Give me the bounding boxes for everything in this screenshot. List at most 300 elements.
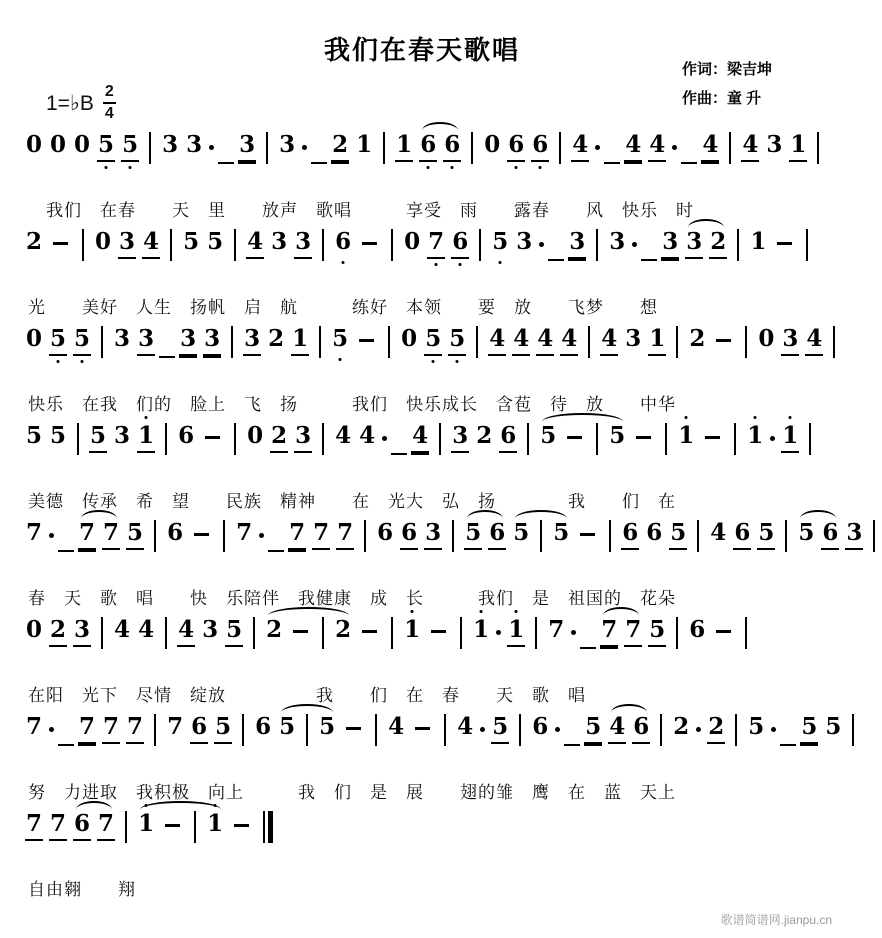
barline	[540, 520, 542, 552]
notation-line	[22, 215, 830, 287]
octave-dot-low	[342, 261, 345, 264]
rest: 0	[247, 422, 264, 450]
barline	[101, 326, 103, 358]
note: 5	[89, 423, 107, 452]
note: 6	[646, 519, 663, 547]
beam	[604, 136, 620, 164]
note: 6	[507, 132, 525, 161]
note: 3	[661, 229, 679, 258]
note: 1	[789, 132, 807, 161]
note: 3	[137, 326, 155, 355]
key-signature: 1=♭B	[46, 91, 94, 115]
score	[22, 118, 863, 899]
octave-dot-high	[789, 416, 792, 419]
note: 5	[279, 713, 296, 741]
octave-dot-high	[480, 610, 483, 613]
note: 7	[167, 713, 184, 741]
lyricist-credit: 作词：梁吉坤	[681, 61, 772, 78]
note: 5	[825, 713, 842, 741]
note: 5	[648, 617, 666, 646]
beam	[564, 718, 580, 746]
barline	[223, 520, 225, 552]
note: 6	[632, 714, 650, 743]
duration-dot	[496, 630, 501, 635]
note: 3	[203, 326, 221, 355]
barline	[817, 132, 819, 164]
beam	[218, 136, 234, 164]
dash	[580, 533, 595, 536]
octave-dot-low	[105, 166, 108, 169]
note: 5	[424, 326, 442, 355]
note: 5	[331, 326, 349, 353]
note: 1	[507, 617, 525, 646]
note: 6	[621, 520, 639, 549]
note: 5	[553, 519, 570, 547]
time-denominator: 4	[104, 105, 114, 122]
note: 7	[288, 520, 306, 549]
note: 3	[294, 423, 312, 452]
composer-credit: 作曲：童 升	[681, 89, 762, 107]
barline	[833, 326, 835, 358]
note: 5	[757, 520, 775, 549]
barline	[852, 714, 854, 746]
dash	[716, 339, 731, 342]
note: 6	[733, 520, 751, 549]
notation-line	[22, 603, 830, 675]
octave-dot-high	[515, 610, 518, 613]
note: 5	[748, 713, 765, 741]
dash	[636, 436, 651, 439]
lyrics-line: 春 天 歌 唱 快 乐陪伴 我健康 成 长 我们 是 祖国的 花朵	[28, 589, 676, 608]
duration-dot	[555, 727, 560, 732]
duration-dot	[770, 436, 775, 441]
duration-dot	[480, 727, 485, 732]
slur-arc	[800, 510, 837, 521]
note: 6	[689, 616, 706, 644]
note: 5	[464, 520, 482, 549]
note: 4	[710, 519, 727, 547]
duration-dot	[49, 727, 54, 732]
note: 7	[312, 520, 330, 549]
notation-line	[22, 312, 830, 384]
barline	[527, 423, 529, 455]
barline	[322, 229, 324, 261]
note: 4	[571, 132, 589, 161]
note: 4	[359, 422, 376, 450]
barline	[154, 520, 156, 552]
system	[22, 797, 830, 899]
note: 4	[142, 229, 160, 258]
note: 5	[800, 714, 818, 743]
duration-dot	[49, 533, 54, 538]
rest: 0	[95, 228, 112, 256]
beam	[268, 524, 284, 552]
lyrics-line: 在阳 光下 尽情 绽放 我 们 在 春 天 歌 唱	[28, 686, 586, 705]
octave-dot-low	[435, 263, 438, 266]
note: 2	[709, 229, 727, 258]
note: 3	[781, 326, 799, 355]
barline	[234, 423, 236, 455]
note: 4	[457, 713, 474, 741]
note: 6	[488, 520, 506, 549]
dash	[194, 533, 209, 536]
note: 6	[73, 811, 91, 840]
barline	[391, 617, 393, 649]
barline	[154, 714, 156, 746]
beam	[311, 136, 327, 164]
barline	[737, 229, 739, 261]
note: 1	[395, 132, 413, 161]
note: 6	[334, 229, 352, 256]
barline	[444, 714, 446, 746]
barline	[165, 617, 167, 649]
barline	[266, 132, 268, 164]
note: 2	[476, 422, 493, 450]
note: 7	[548, 616, 565, 644]
note: 7	[427, 229, 445, 258]
barline	[460, 617, 462, 649]
barline	[588, 326, 590, 358]
note: 7	[49, 811, 67, 840]
beam	[681, 136, 697, 164]
slur-arc	[422, 122, 459, 133]
credits-block	[682, 56, 772, 113]
lyrics-line: 我们 在春 天 里 放声 歌唱 享受 雨 露春 风 快乐 时	[28, 201, 694, 220]
system	[22, 700, 842, 802]
barline	[729, 132, 731, 164]
duration-dot	[382, 436, 387, 441]
note: 7	[336, 520, 354, 549]
barline	[479, 229, 481, 261]
note: 7	[126, 714, 144, 743]
lyrics-line: 美德 传承 希 望 民族 精神 在 光大 弘 扬 我 们 在	[28, 492, 676, 511]
note: 4	[608, 714, 626, 743]
note: 5	[669, 520, 687, 549]
barline	[234, 229, 236, 261]
note: 1	[356, 131, 373, 159]
note: 3	[685, 229, 703, 258]
note: 5	[49, 326, 67, 355]
note: 6	[377, 519, 394, 547]
note: 6	[419, 132, 437, 161]
note: 2	[26, 228, 43, 256]
barline	[676, 617, 678, 649]
barline	[806, 229, 808, 261]
notation-line	[22, 506, 863, 578]
note: 3	[766, 131, 783, 159]
octave-dot-high	[754, 416, 757, 419]
barline	[596, 229, 598, 261]
barline	[609, 520, 611, 552]
duration-dot	[571, 630, 576, 635]
note: 5	[491, 229, 509, 256]
note: 5	[26, 422, 43, 450]
note: 7	[236, 519, 253, 547]
note: 1	[750, 228, 767, 256]
note: 3	[162, 131, 179, 159]
note: 1	[291, 326, 309, 355]
note: 7	[600, 617, 618, 646]
note: 1	[206, 811, 224, 838]
lyrics-line: 自由翱 翔	[28, 880, 136, 899]
note: 2	[268, 325, 285, 353]
barline	[391, 229, 393, 261]
barline	[194, 811, 196, 843]
note: 7	[25, 811, 43, 840]
barline	[452, 520, 454, 552]
note: 4	[624, 132, 642, 161]
octave-dot-low	[129, 166, 132, 169]
note: 6	[499, 423, 517, 452]
rest: 0	[758, 325, 775, 353]
barline	[745, 326, 747, 358]
barline	[665, 423, 667, 455]
barline	[364, 520, 366, 552]
note: 6	[443, 132, 461, 161]
barline	[809, 423, 811, 455]
note: 4	[114, 616, 131, 644]
barline	[231, 326, 233, 358]
note: 4	[536, 326, 554, 355]
watermark: 歌谱简谱网.jianpu.cn	[720, 913, 832, 927]
time-numerator: 2	[104, 83, 114, 100]
notation-line	[22, 797, 830, 869]
beam	[580, 621, 596, 649]
octave-dot-high	[145, 416, 148, 419]
dash	[716, 630, 731, 633]
note: 1	[472, 617, 490, 644]
barline	[253, 617, 255, 649]
slur-arc	[603, 607, 640, 618]
barline	[519, 714, 521, 746]
slur-arc	[281, 704, 334, 715]
barline	[125, 811, 127, 843]
note: 7	[26, 713, 43, 741]
barline	[535, 617, 537, 649]
note: 4	[805, 326, 823, 355]
barline	[149, 132, 151, 164]
barline	[306, 714, 308, 746]
octave-dot-low	[539, 166, 542, 169]
rest: 0	[26, 616, 43, 644]
slur-arc	[140, 801, 222, 812]
barline	[471, 132, 473, 164]
note: 6	[255, 713, 272, 741]
dash	[53, 242, 68, 245]
note: 3	[568, 229, 586, 258]
note: 4	[388, 713, 405, 741]
slur-arc	[76, 801, 113, 812]
dash	[415, 727, 430, 730]
note: 3	[243, 326, 261, 355]
octave-dot-low	[459, 263, 462, 266]
duration-dot	[302, 145, 307, 150]
note: 7	[624, 617, 642, 646]
barline	[873, 520, 875, 552]
barline	[734, 423, 736, 455]
note: 5	[609, 422, 626, 450]
octave-dot-low	[451, 166, 454, 169]
note: 5	[513, 519, 530, 547]
barline	[242, 714, 244, 746]
note: 5	[121, 132, 139, 161]
dash	[165, 824, 180, 827]
note: 6	[167, 519, 184, 547]
dash	[431, 630, 446, 633]
note: 6	[400, 520, 418, 549]
key-time-signature	[46, 84, 116, 122]
note: 5	[97, 132, 115, 161]
dash	[359, 339, 374, 342]
dash	[234, 824, 249, 827]
note: 2	[49, 617, 67, 646]
note: 1	[677, 423, 695, 450]
note: 5	[126, 520, 144, 549]
lyrics-line: 快乐 在我 们的 脸上 飞 扬 我们 快乐成长 含苞 待 放 中华	[28, 395, 676, 414]
dash	[293, 630, 308, 633]
note: 5	[448, 326, 466, 355]
note: 3	[114, 422, 131, 450]
note: 2	[673, 713, 690, 741]
rest: 0	[26, 325, 43, 353]
note: 3	[294, 229, 312, 258]
note: 7	[102, 520, 120, 549]
dash	[777, 242, 792, 245]
barline	[745, 617, 747, 649]
rest: 0	[484, 131, 501, 159]
note: 6	[531, 132, 549, 161]
note: 2	[270, 423, 288, 452]
barline	[697, 520, 699, 552]
barline	[319, 326, 321, 358]
note: 5	[225, 617, 243, 646]
barline	[165, 423, 167, 455]
notation-line	[22, 118, 830, 190]
note: 7	[26, 519, 43, 547]
note: 5	[798, 519, 815, 547]
octave-dot-low	[81, 360, 84, 363]
note: 5	[207, 228, 224, 256]
slur-arc	[688, 219, 725, 230]
song-title: 我们在春天歌唱	[323, 35, 520, 65]
duration-dot	[632, 242, 637, 247]
beam	[58, 718, 74, 746]
note: 7	[78, 714, 96, 743]
notation-line	[22, 700, 842, 772]
time-signature	[103, 84, 116, 122]
note: 2	[335, 616, 352, 644]
octave-dot-low	[456, 360, 459, 363]
system	[22, 603, 830, 705]
barline	[322, 617, 324, 649]
note: 5	[214, 714, 232, 743]
slur-arc	[542, 413, 624, 424]
note: 3	[279, 131, 296, 159]
lyrics-line: 光 美好 人生 扬帆 启 航 练好 本领 要 放 飞梦 想	[28, 298, 658, 317]
barline	[476, 326, 478, 358]
note: 3	[271, 228, 288, 256]
barline	[559, 132, 561, 164]
note: 3	[202, 616, 219, 644]
note: 5	[73, 326, 91, 355]
slur-arc	[611, 704, 648, 715]
note: 6	[532, 713, 549, 741]
rest: 0	[404, 228, 421, 256]
note: 5	[50, 422, 67, 450]
note: 6	[821, 520, 839, 549]
beam	[391, 427, 407, 455]
fraction-bar	[103, 102, 116, 104]
note: 4	[488, 326, 506, 355]
barline	[660, 714, 662, 746]
note: 5	[540, 422, 557, 450]
note: 3	[451, 423, 469, 452]
octave-dot-low	[57, 360, 60, 363]
beam	[548, 233, 564, 261]
note: 4	[648, 132, 666, 161]
note: 4	[600, 326, 618, 355]
barline	[785, 520, 787, 552]
note: 4	[741, 132, 759, 161]
note: 3	[424, 520, 442, 549]
note: 4	[701, 132, 719, 161]
final-barline	[263, 811, 273, 843]
note: 4	[246, 229, 264, 258]
note: 3	[114, 325, 131, 353]
note: 5	[183, 228, 200, 256]
slur-arc	[467, 510, 504, 521]
note: 2	[707, 714, 725, 743]
rest: 0	[50, 131, 67, 159]
slur-arc	[268, 607, 350, 618]
duration-dot	[539, 242, 544, 247]
barline	[383, 132, 385, 164]
note: 3	[609, 228, 626, 256]
duration-dot	[672, 145, 677, 150]
dash	[205, 436, 220, 439]
note: 5	[491, 714, 509, 743]
system	[22, 215, 830, 317]
note: 4	[138, 616, 155, 644]
octave-dot-low	[432, 360, 435, 363]
barline	[388, 326, 390, 358]
beam	[780, 718, 796, 746]
note: 1	[403, 617, 421, 644]
note: 7	[78, 520, 96, 549]
barline	[735, 714, 737, 746]
barline	[82, 229, 84, 261]
octave-dot-low	[427, 166, 430, 169]
system	[22, 506, 863, 608]
beam	[58, 524, 74, 552]
barline	[375, 714, 377, 746]
rest: 0	[401, 325, 418, 353]
note: 4	[512, 326, 530, 355]
note: 3	[73, 617, 91, 646]
duration-dot	[771, 727, 776, 732]
octave-dot-high	[685, 416, 688, 419]
note: 2	[689, 325, 706, 353]
note: 4	[560, 326, 578, 355]
octave-dot-low	[339, 358, 342, 361]
note: 5	[584, 714, 602, 743]
barline	[101, 617, 103, 649]
duration-dot	[595, 145, 600, 150]
barline	[596, 423, 598, 455]
note: 3	[238, 132, 256, 161]
octave-dot-high	[411, 610, 414, 613]
system	[22, 312, 830, 414]
